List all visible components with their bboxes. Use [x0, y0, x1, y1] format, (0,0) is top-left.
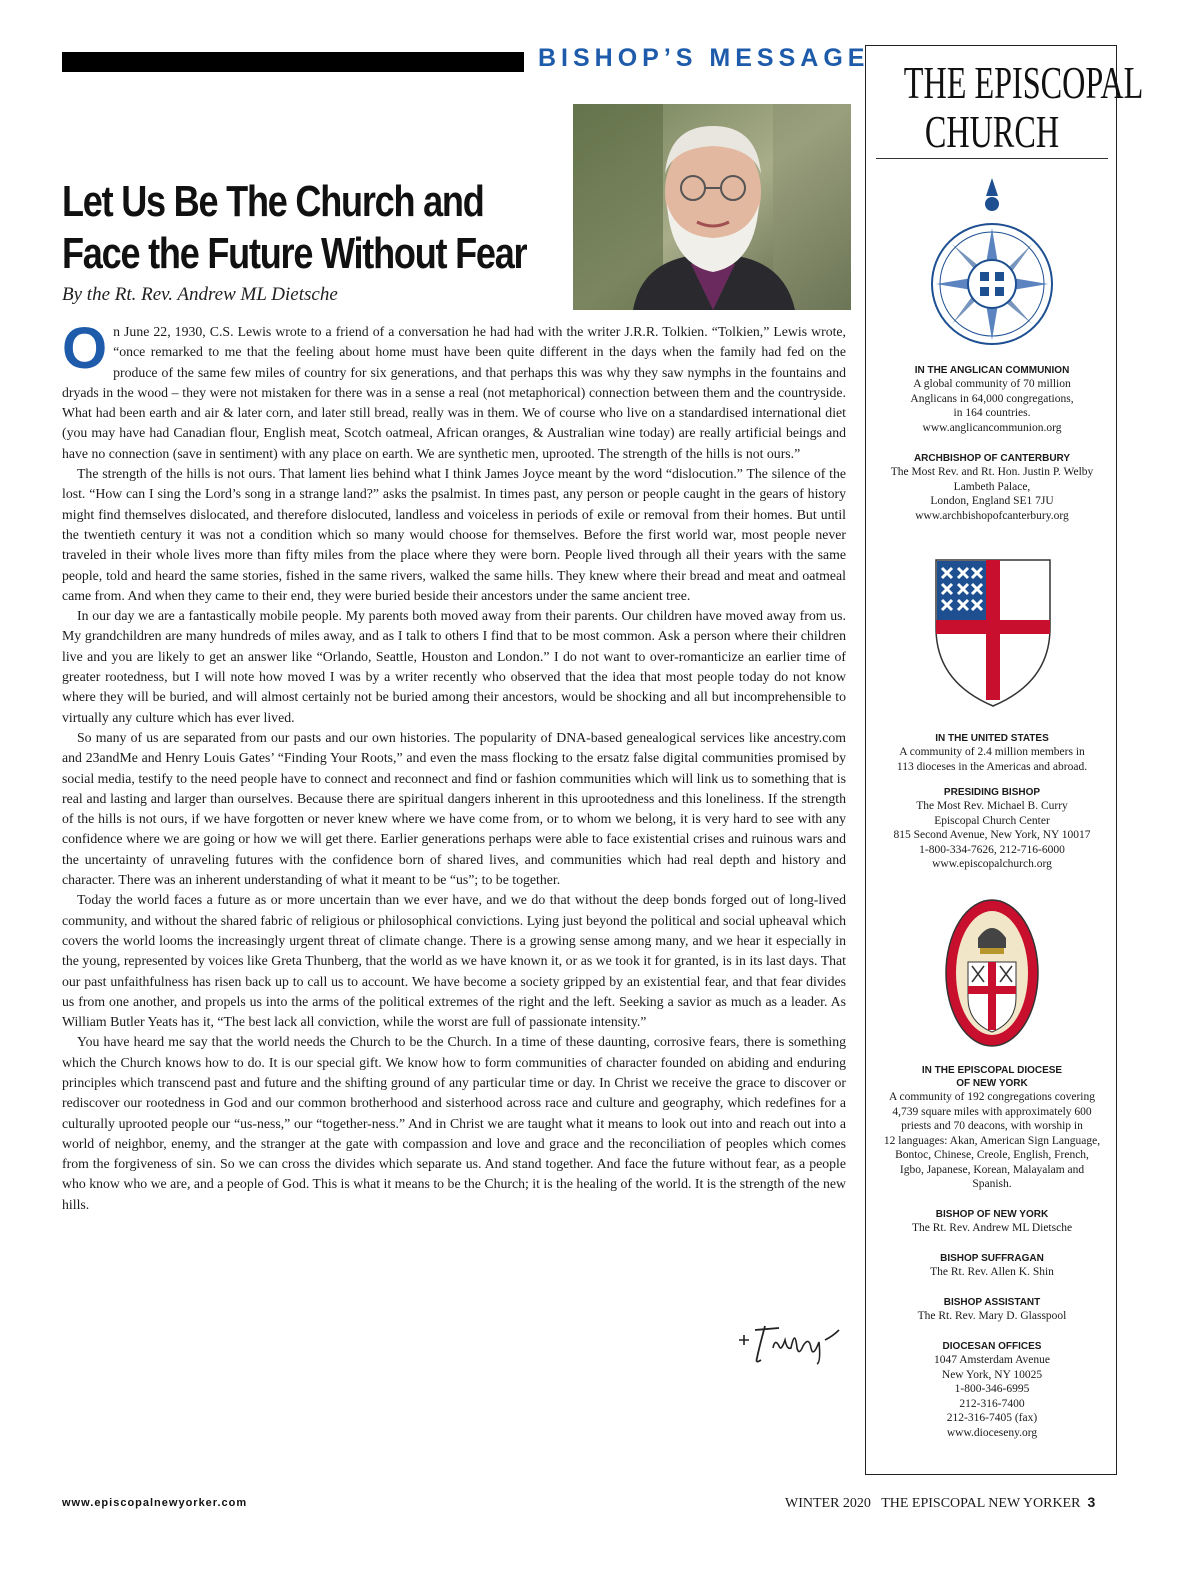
diocese-line: 12 languages: Akan, American Sign Language, [883, 1134, 1101, 1147]
anglican-heading: IN THE ANGLICAN COMMUNION [914, 365, 1070, 376]
diocese-seal-icon [944, 898, 1040, 1053]
paragraph-1 [62, 316, 846, 464]
diocese-block [866, 1064, 1118, 1192]
page-number: 3 [1087, 1494, 1096, 1510]
diocese-line: Spanish. [972, 1178, 1012, 1190]
assistant-heading: BISHOP ASSISTANT [943, 1297, 1041, 1308]
assistant-name: The Rt. Rev. Mary D. Glasspool [917, 1310, 1067, 1322]
sidebar-rule [876, 158, 1108, 159]
offices-line: 1-800-346-6995 [954, 1383, 1030, 1395]
article-body [62, 316, 846, 1215]
diocese-line: 4,739 square miles with approximately 600 [892, 1105, 1092, 1118]
suffragan-name: The Rt. Rev. Allen K. Shin [930, 1266, 1054, 1278]
sidebar-title [903, 57, 1144, 157]
diocese-line: priests and 70 deacons, with worship in [901, 1120, 1083, 1132]
diocese-heading: IN THE EPISCOPAL DIOCESE [921, 1065, 1063, 1076]
section-label: BISHOP’S MESSAGE [538, 44, 870, 72]
presiding-heading: PRESIDING BISHOP [943, 787, 1041, 798]
anglican-url: www.anglicancommunion.org [922, 421, 1062, 434]
suffragan-heading: BISHOP SUFFRAGAN [940, 1253, 1044, 1264]
footer-website: www.episcopalnewyorker.com [62, 1497, 248, 1509]
sidebar-title-line-2: CHURCH [924, 106, 1060, 157]
presiding-line: The Most Rev. Michael B. Curry [916, 800, 1068, 812]
us-line: 113 dioceses in the Americas and abroad. [896, 760, 1088, 773]
offices-line: New York, NY 10025 [941, 1368, 1043, 1381]
signature [735, 1318, 845, 1371]
article-headline [62, 176, 527, 280]
archbishop-line: Lambeth Palace, [953, 480, 1031, 493]
offices-heading: DIOCESAN OFFICES [942, 1341, 1042, 1352]
archbishop-url: www.archbishopofcanterbury.org [915, 509, 1069, 522]
suffragan-block [866, 1252, 1118, 1280]
sidebar-title-line-1: THE EPISCOPAL [903, 57, 1144, 108]
paragraph-2: The strength of the hills is not ours. That lament lies behind what I think James Joyce meant by the word “dislocution.” The silence of the lost. “How can I sing the Lord’s song in a strange land?” asks the psalmist. In times past, any person or people caught in the gears of history might find themselves dislocated, and therefore dislocuted, landless and voiceless in periods of exile or removal from their homes. But until the twentieth century it was not a condition which so many would choose for themselves. Before the first world war, most people never traveled in their whole lives more than fifty miles from the place where they were born. People lived through all their years with the same people, told and heard the same stories, fished in the same rivers, walked the same hills. They knew where their bread and meat and oatmeal came from. And when they came to their end, they were buried beside their ancestors under the same ancient tree. [62, 466, 846, 603]
anglican-communion-block [866, 364, 1118, 435]
bishop-photo [573, 104, 851, 310]
paragraph-6: You have heard me say that the world needs the Church to be the Church. In a time of these daunting, corrosive fears, there is something which the Church knows how to do. It is our special gift. We know how to form communities of character founded on abiding and enduring principles which transcend past and future and the shifting ground of any particular time or day. In Christ we receive the grace to discover or rediscover our rootedness in God and our common brotherhood and sisterhood across race and culture and geography, which redefines for a culturally uprooted people our “us-ness,” our “together-ness.” And in Christ we are taught what it means to look out into and reach out into a world of neighbor, enemy, and the stranger at the gate with compassion and love and grace and the reconciliation of peoples which comes from the forgiveness of sin. So we can cross the divides which separate us. And stand together. And face the future without fear, as a people who know who we are, and a people of God. This is what it means to be the Church; it is the healing of the world. It is the strength of the new hills. [62, 1034, 846, 1212]
us-heading: IN THE UNITED STATES [935, 733, 1049, 744]
presiding-line: 815 Second Avenue, New York, NY 10017 [893, 829, 1091, 841]
diocese-line: A community of 192 congregations covering [888, 1091, 1095, 1103]
offices-line: 1047 Amsterdam Avenue [933, 1354, 1051, 1366]
footer-issue: WINTER 2020 [785, 1496, 871, 1511]
footer-publication: THE EPISCOPAL NEW YORKER [881, 1496, 1081, 1511]
headline-line-2: Face the Future Without Fear [62, 229, 527, 278]
sidebar-box [865, 45, 1144, 1475]
archbishop-block [866, 452, 1118, 523]
offices-line: 212-316-7405 (fax) [946, 1412, 1038, 1424]
assistant-block [866, 1296, 1118, 1324]
paragraph-4: So many of us are separated from our pasts and our own histories. The popularity of DNA-based genealogical services like ancestry.com and 23andMe and Henry Louis Gates’ “Finding Your Roots,” and even the mass flocking to the ersatz false digital communities promised by social media, testify to the need people have to connect and reconnect and find or fashion communities which will link us to something that is real and lasting and larger than ourselves. Because there are spiritual dangers inherent in this uprootedness and this loneliness. If the strength of the hills is not ours, if we have forgotten or never knew where we have come from, or to whom we belong, it is very hard to see with any confidence where we are going or how we will get there. Earlier generations perhaps were able to face existential crises and ruinous wars and the uncertainty of unraveling futures with the confidence born of shared lives, and communities which had real depth and history and character. There was an inherent understanding of what it meant to be “us”; to be together. [62, 729, 846, 888]
presiding-line: 1-800-334-7626, 212-716-6000 [919, 843, 1065, 856]
diocese-heading: OF NEW YORK [956, 1078, 1028, 1089]
header-rule [62, 52, 524, 72]
bishop-ny-heading: BISHOP OF NEW YORK [935, 1209, 1049, 1220]
byline: By the Rt. Rev. Andrew ML Dietsche [62, 284, 338, 305]
episcopal-shield-icon [934, 558, 1052, 713]
united-states-block [866, 732, 1118, 774]
offices-block [866, 1340, 1118, 1440]
archbishop-line: London, England SE1 7JU [930, 495, 1054, 507]
bishop-ny-block [866, 1208, 1118, 1236]
paragraph-3: In our day we are a fantastically mobile people. My parents both moved away from their parents. Our children have moved away from us. My grandchildren are many hundreds of miles away, and as I talk to others I find that to be most common. Ask a person where their children live and you are likely to get an answer like “Orlando, Seattle, Houston and London.” I do not want to over-romanticize an earlier time of greater rootedness, but I will note how moved I was by a writer recently who observed that the idea that most people today do not know where they will be buried, and will almost certainly not be buried among their ancestors, would be shocking and all but incomprehensible to virtually any culture which has ever lived. [62, 608, 846, 725]
offices-line: 212-316-7400 [959, 1397, 1025, 1410]
anglican-line: A global community of 70 million [913, 378, 1071, 390]
drop-cap: O [62, 316, 108, 381]
us-line: A community of 2.4 million members in [899, 746, 1085, 758]
diocese-line: Bontoc, Chinese, Creole, English, French, [895, 1149, 1089, 1161]
footer-folio [785, 1494, 1095, 1512]
presiding-bishop-block [866, 786, 1118, 872]
anglican-line: Anglicans in 64,000 congregations, [910, 392, 1074, 405]
presiding-url: www.episcopalchurch.org [932, 858, 1052, 870]
offices-url: www.dioceseny.org [946, 1426, 1038, 1439]
presiding-line: Episcopal Church Center [934, 814, 1050, 827]
paragraph-5: Today the world faces a future as or more uncertain than we ever have, and we do that without the deep bonds forged out of long-lived community, and without the shared fabric of religious or philosophical convictions. Lying just beyond the political and social upheaval which covers the world looms the increasingly urgent threat of climate change. There is a growing sense among many, and we hear it especially in the young, represented by voices like Greta Thunberg, that the world as we have known it, or as we took it for granted, is in its last days. That our past unfaithfulness has risen back up to call us to account. We have become a society gripped by an existential fear, and that fear divides us from one another, and propels us into the arms of the political extremes of the right and the left. Seeking a savior as much as a leader. As William Butler Yeats has it, “The best lack all conviction, while the worst are full of passionate intensity.” [62, 892, 846, 1030]
archbishop-heading: ARCHBISHOP OF CANTERBURY [913, 453, 1071, 464]
paragraph-1-text: n June 22, 1930, C.S. Lewis wrote to a friend of a conversation he had had with the writer J.R.R. Tolkien. “Tolkien,” Lewis wrote, “once remarked to me that the feeling about home must have been quite different in the days when the family had fed on the produce of the same few miles of country for six generations, and that perhaps this was why they saw nymphs in the fountains and dryads in the wood – they were not mistaken for there was in a sense a real (not metaphorical) connection between them and the countryside. What had been earth and air & later corn, and later still bread, really was in them. We of course who live on a standardised international diet (you may have had Canadian flour, English meat, Scotch oatmeal, African oranges, & Australian wine today) are really artificial beings and have no connection (save in sentiment) with any place on earth. We are synthetic men, uprooted. The strength of the hills is not ours.” [62, 324, 846, 461]
bishop-ny-name: The Rt. Rev. Andrew ML Dietsche [911, 1222, 1073, 1234]
anglican-compass-rose-icon [930, 176, 1054, 357]
headline-line-1: Let Us Be The Church and [62, 177, 484, 226]
diocese-line: Igbo, Japanese, Korean, Malayalam and [899, 1163, 1085, 1176]
anglican-line: in 164 countries. [953, 407, 1031, 419]
archbishop-line: The Most Rev. and Rt. Hon. Justin P. Welby [890, 466, 1094, 478]
